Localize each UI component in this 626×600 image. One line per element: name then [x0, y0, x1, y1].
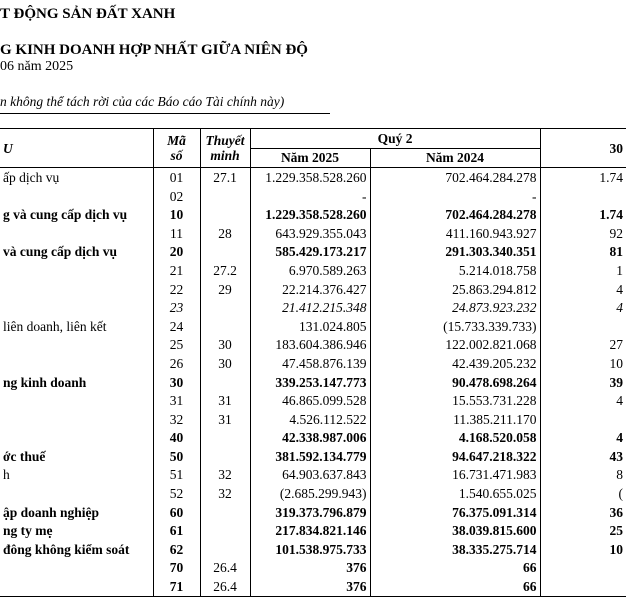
- income-statement-table: [0, 128, 624, 597]
- row-code: 32: [153, 410, 200, 429]
- row-note: [200, 447, 250, 466]
- row-note: 32: [200, 466, 250, 485]
- row-label: [0, 559, 153, 578]
- row-code: 60: [153, 503, 200, 522]
- row-note: 27.2: [200, 261, 250, 280]
- table-row: [0, 280, 626, 299]
- header-note-line1: Thuyết: [205, 133, 245, 149]
- row-value-cut: 25: [540, 521, 626, 540]
- row-value-2025: 4.526.112.522: [250, 410, 370, 429]
- row-value-2024: -: [370, 187, 540, 206]
- row-label: [0, 577, 153, 596]
- row-value-2024: 16.731.471.983: [370, 466, 540, 485]
- header-item: U: [0, 129, 153, 168]
- table-row: [0, 298, 626, 317]
- row-value-cut: 1.74: [540, 168, 626, 187]
- row-label: [0, 410, 153, 429]
- row-note: [200, 373, 250, 392]
- row-value-2024: 90.478.698.264: [370, 373, 540, 392]
- row-label: ấp dịch vụ: [3, 169, 60, 185]
- row-value-2024: 42.439.205.232: [370, 354, 540, 373]
- row-note: [200, 243, 250, 262]
- row-value-2025: 64.903.637.843: [250, 466, 370, 485]
- row-value-2024: 122.002.821.068: [370, 336, 540, 355]
- table-row: [0, 484, 626, 503]
- row-note: 30: [200, 336, 250, 355]
- table-row: [0, 521, 626, 540]
- row-value-cut: [540, 410, 626, 429]
- row-note: 26.4: [200, 559, 250, 578]
- row-label: h: [3, 467, 10, 483]
- row-note: 31: [200, 410, 250, 429]
- row-value-2024: 291.303.340.351: [370, 243, 540, 262]
- row-value-2025: 22.214.376.427: [250, 280, 370, 299]
- table-body: [0, 168, 626, 597]
- row-value-2025: 376: [250, 559, 370, 578]
- row-value-2025: 643.929.355.043: [250, 224, 370, 243]
- row-label: ng ty mẹ: [3, 523, 53, 539]
- row-value-2024: 24.873.923.232: [370, 298, 540, 317]
- row-value-2024: 5.214.018.758: [370, 261, 540, 280]
- row-note: [200, 205, 250, 224]
- row-value-2024: (15.733.339.733): [370, 317, 540, 336]
- row-value-2024: 411.160.943.927: [370, 224, 540, 243]
- row-value-cut: [540, 577, 626, 596]
- table-row: [0, 391, 626, 410]
- row-code: 22: [153, 280, 200, 299]
- row-code: 25: [153, 336, 200, 355]
- table-row: [0, 373, 626, 392]
- table-row: [0, 261, 626, 280]
- table-row: [0, 577, 626, 596]
- row-value-2025: 1.229.358.528.260: [250, 168, 370, 187]
- row-note: [200, 317, 250, 336]
- row-value-2024: 1.540.655.025: [370, 484, 540, 503]
- row-label: [0, 354, 153, 373]
- report-title: G KINH DOANH HỢP NHẤT GIỮA NIÊN ĐỘ: [0, 42, 308, 58]
- row-code: 01: [153, 168, 200, 187]
- note-underline: [0, 113, 330, 114]
- row-value-cut: [540, 317, 626, 336]
- row-code: 30: [153, 373, 200, 392]
- row-label: [0, 336, 153, 355]
- row-value-cut: 1.74: [540, 205, 626, 224]
- row-value-2025: 585.429.173.217: [250, 243, 370, 262]
- row-note: [200, 521, 250, 540]
- row-code: 61: [153, 521, 200, 540]
- header-note-line2: minh: [210, 148, 240, 164]
- row-value-2025: 1.229.358.528.260: [250, 205, 370, 224]
- row-value-2024: 66: [370, 577, 540, 596]
- row-value-cut: 27: [540, 336, 626, 355]
- table-row: [0, 410, 626, 429]
- row-label: ập doanh nghiệp: [3, 504, 100, 520]
- report-note: n không thể tách rời của các Báo cáo Tài chính này): [0, 94, 285, 109]
- table-row: [0, 540, 626, 559]
- table-row: [0, 354, 626, 373]
- header-quarter: Quý 2: [250, 129, 540, 149]
- row-label: liên doanh, liên kết: [3, 318, 107, 334]
- row-value-2024: 11.385.211.170: [370, 410, 540, 429]
- row-code: 24: [153, 317, 200, 336]
- row-value-cut: 81: [540, 243, 626, 262]
- row-code: 11: [153, 224, 200, 243]
- row-value-2024: 76.375.091.314: [370, 503, 540, 522]
- row-code: 71: [153, 577, 200, 596]
- row-value-cut: 4: [540, 429, 626, 448]
- row-label: [0, 280, 153, 299]
- table-row: [0, 447, 626, 466]
- row-code: 20: [153, 243, 200, 262]
- table-row: [0, 336, 626, 355]
- row-value-cut: (: [540, 484, 626, 503]
- row-value-2025: 376: [250, 577, 370, 596]
- table-row: [0, 503, 626, 522]
- row-value-2024: 702.464.284.278: [370, 168, 540, 187]
- table-row: [0, 559, 626, 578]
- row-code: 21: [153, 261, 200, 280]
- row-value-cut: 92: [540, 224, 626, 243]
- row-label: g và cung cấp dịch vụ: [3, 207, 128, 223]
- row-value-2025: 381.592.134.779: [250, 447, 370, 466]
- row-code: 40: [153, 429, 200, 448]
- row-note: 31: [200, 391, 250, 410]
- row-value-2024: 38.039.815.600: [370, 521, 540, 540]
- row-label: [0, 391, 153, 410]
- row-value-2025: 46.865.099.528: [250, 391, 370, 410]
- row-value-cut: 1: [540, 261, 626, 280]
- row-note: [200, 503, 250, 522]
- row-value-cut: 4: [540, 391, 626, 410]
- header-cut: 30: [540, 129, 626, 168]
- row-note: 29: [200, 280, 250, 299]
- row-label: ng kinh doanh: [3, 374, 87, 390]
- header-code-line1: Mã: [167, 133, 186, 149]
- row-note: [200, 429, 250, 448]
- row-label: [0, 187, 153, 206]
- row-value-2024: 4.168.520.058: [370, 429, 540, 448]
- row-code: 02: [153, 187, 200, 206]
- row-value-2024: 94.647.218.322: [370, 447, 540, 466]
- row-code: 50: [153, 447, 200, 466]
- row-value-2025: 131.024.805: [250, 317, 370, 336]
- table-row: [0, 224, 626, 243]
- header-code: [153, 129, 200, 168]
- table-row: [0, 466, 626, 485]
- row-value-2025: 101.538.975.733: [250, 540, 370, 559]
- row-note: 27.1: [200, 168, 250, 187]
- row-label: [0, 298, 153, 317]
- row-code: 70: [153, 559, 200, 578]
- row-value-2025: 42.338.987.006: [250, 429, 370, 448]
- header-year-2024: Năm 2024: [370, 148, 540, 168]
- row-code: 62: [153, 540, 200, 559]
- table-row: [0, 243, 626, 262]
- row-value-2024: 66: [370, 559, 540, 578]
- row-value-2024: 38.335.275.714: [370, 540, 540, 559]
- row-value-2025: -: [250, 187, 370, 206]
- row-value-2025: 319.373.796.879: [250, 503, 370, 522]
- row-code: 10: [153, 205, 200, 224]
- header-code-line2: số: [170, 148, 183, 164]
- row-value-cut: [540, 559, 626, 578]
- row-value-cut: 10: [540, 354, 626, 373]
- table-row: [0, 168, 626, 187]
- table-row: [0, 187, 626, 206]
- row-value-cut: 36: [540, 503, 626, 522]
- row-note: 30: [200, 354, 250, 373]
- row-note: 28: [200, 224, 250, 243]
- table-row: [0, 205, 626, 224]
- row-label: [0, 261, 153, 280]
- row-value-2024: 702.464.284.278: [370, 205, 540, 224]
- row-value-cut: 10: [540, 540, 626, 559]
- row-value-cut: [540, 187, 626, 206]
- row-label: và cung cấp dịch vụ: [3, 244, 118, 260]
- table-row: [0, 429, 626, 448]
- row-value-2025: 183.604.386.946: [250, 336, 370, 355]
- row-code: 23: [153, 298, 200, 317]
- row-value-2025: 21.412.215.348: [250, 298, 370, 317]
- row-value-2025: 339.253.147.773: [250, 373, 370, 392]
- row-value-cut: 8: [540, 466, 626, 485]
- row-note: [200, 187, 250, 206]
- row-value-cut: 43: [540, 447, 626, 466]
- row-note: 26.4: [200, 577, 250, 596]
- row-code: 31: [153, 391, 200, 410]
- header-note: [200, 129, 250, 168]
- row-label: đông không kiểm soát: [3, 541, 130, 557]
- row-code: 26: [153, 354, 200, 373]
- row-value-2025: 6.970.589.263: [250, 261, 370, 280]
- row-note: 32: [200, 484, 250, 503]
- row-value-2025: 47.458.876.139: [250, 354, 370, 373]
- table-row: [0, 317, 626, 336]
- row-value-cut: 4: [540, 280, 626, 299]
- row-value-cut: 4: [540, 298, 626, 317]
- row-note: [200, 540, 250, 559]
- row-value-2025: 217.834.821.146: [250, 521, 370, 540]
- report-period: 06 năm 2025: [0, 59, 74, 74]
- row-value-cut: 39: [540, 373, 626, 392]
- row-note: [200, 298, 250, 317]
- row-label: [0, 429, 153, 448]
- header-year-2025: Năm 2025: [250, 148, 370, 168]
- company-name: T ĐỘNG SẢN ĐẤT XANH: [0, 6, 176, 22]
- row-label: [0, 224, 153, 243]
- row-value-2024: 25.863.294.812: [370, 280, 540, 299]
- row-code: 52: [153, 484, 200, 503]
- row-label: [0, 484, 153, 503]
- row-code: 51: [153, 466, 200, 485]
- row-label: ớc thuế: [3, 448, 46, 464]
- row-value-2024: 15.553.731.228: [370, 391, 540, 410]
- row-value-2025: (2.685.299.943): [250, 484, 370, 503]
